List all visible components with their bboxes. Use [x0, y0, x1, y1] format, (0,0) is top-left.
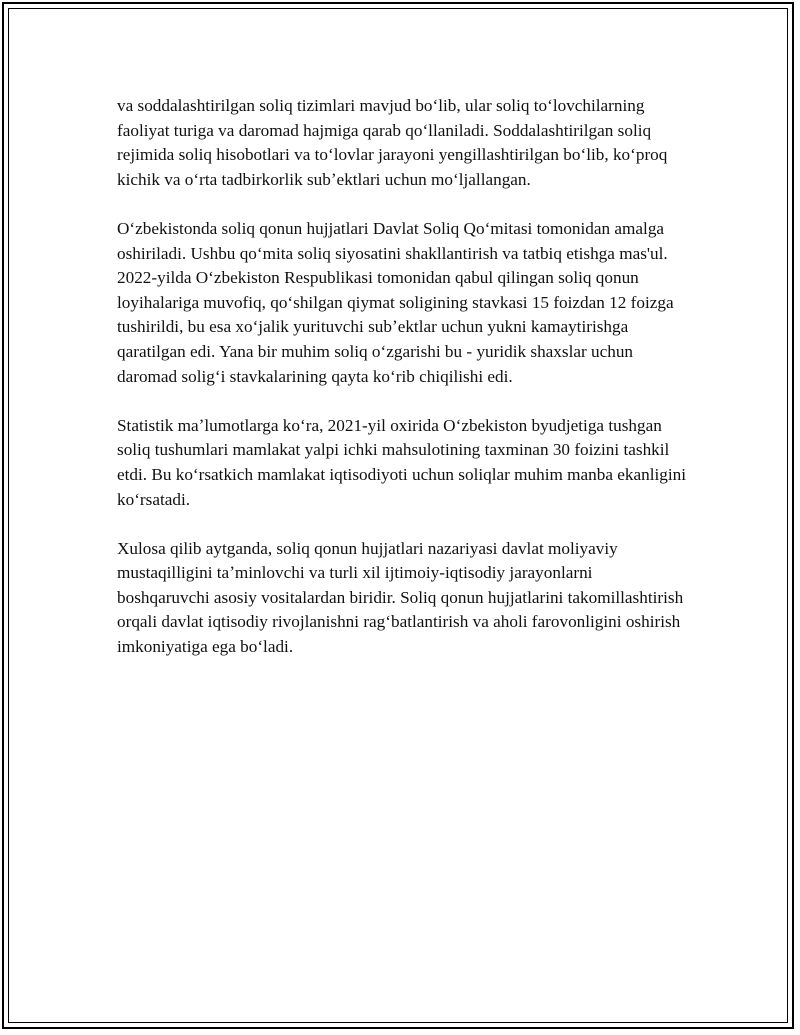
- document-body: [117, 94, 689, 660]
- paragraph-tax-statistics: Statistik maʼlumotlarga koʻra, 2021-yil oxirida Oʻzbekiston byudjetiga tushgan soliq tushumlari mamlakat yalpi ichki mahsulotining taxminan 30 foizini tashkil etdi. Bu koʻrsatkich mamlakat iqtisodiyoti uchun soliqlar muhim manba ekanligini koʻrsatadi.: [117, 415, 687, 509]
- paragraph-tax-committee: Oʻzbekistonda soliq qonun hujjatlari Davlat Soliq Qoʻmitasi tomonidan amalga oshiriladi. Ushbu qoʻmita soliq siyosatini shakllantirish va tatbiq etishga mas'ul. 2022-yilda Oʻzbekiston Respublikasi tomonidan qabul qilingan soliq qonun loyihalariga muvofiq, qoʻshilgan qiymat soligining stavkasi 15 foizdan 12 foizga tushirildi, bu esa xoʻjalik yurituvchi subʼektlar uchun yukni kamaytirishga qaratilgan edi. Yana bir muhim soliq oʻzgarishi bu - yuridik shaxslar uchun daromad soligʻi stavkalarining qayta koʻrib chiqilishi edi.: [117, 218, 674, 386]
- paragraph-simplified-tax-regimes: va soddalashtirilgan soliq tizimlari mavjud boʻlib, ular soliq toʻlovchilarning faoliyat turiga va daromad hajmiga qarab qoʻllaniladi. Soddalashtirilgan soliq rejimida soliq hisobotlari va toʻlovlar jarayoni yengillashtirilgan boʻlib, koʻproq kichik va oʻrta tadbirkorlik subʼektlari uchun moʻljallangan.: [117, 96, 668, 189]
- paragraph-conclusion: Xulosa qilib aytganda, soliq qonun hujjatlari nazariyasi davlat moliyaviy mustaqilligini taʼminlovchi va turli xil ijtimoiy-iqtisodiy jarayonlarni boshqaruvchi asosiy vositalardan biridir. Soliq qonun hujjatlarini takomillashtirish orqali davlat iqtisodiy rivojlanishni ragʻbatlantirish va aholi farovonligini oshirish imkoniyatiga ega boʻladi.: [117, 538, 684, 657]
